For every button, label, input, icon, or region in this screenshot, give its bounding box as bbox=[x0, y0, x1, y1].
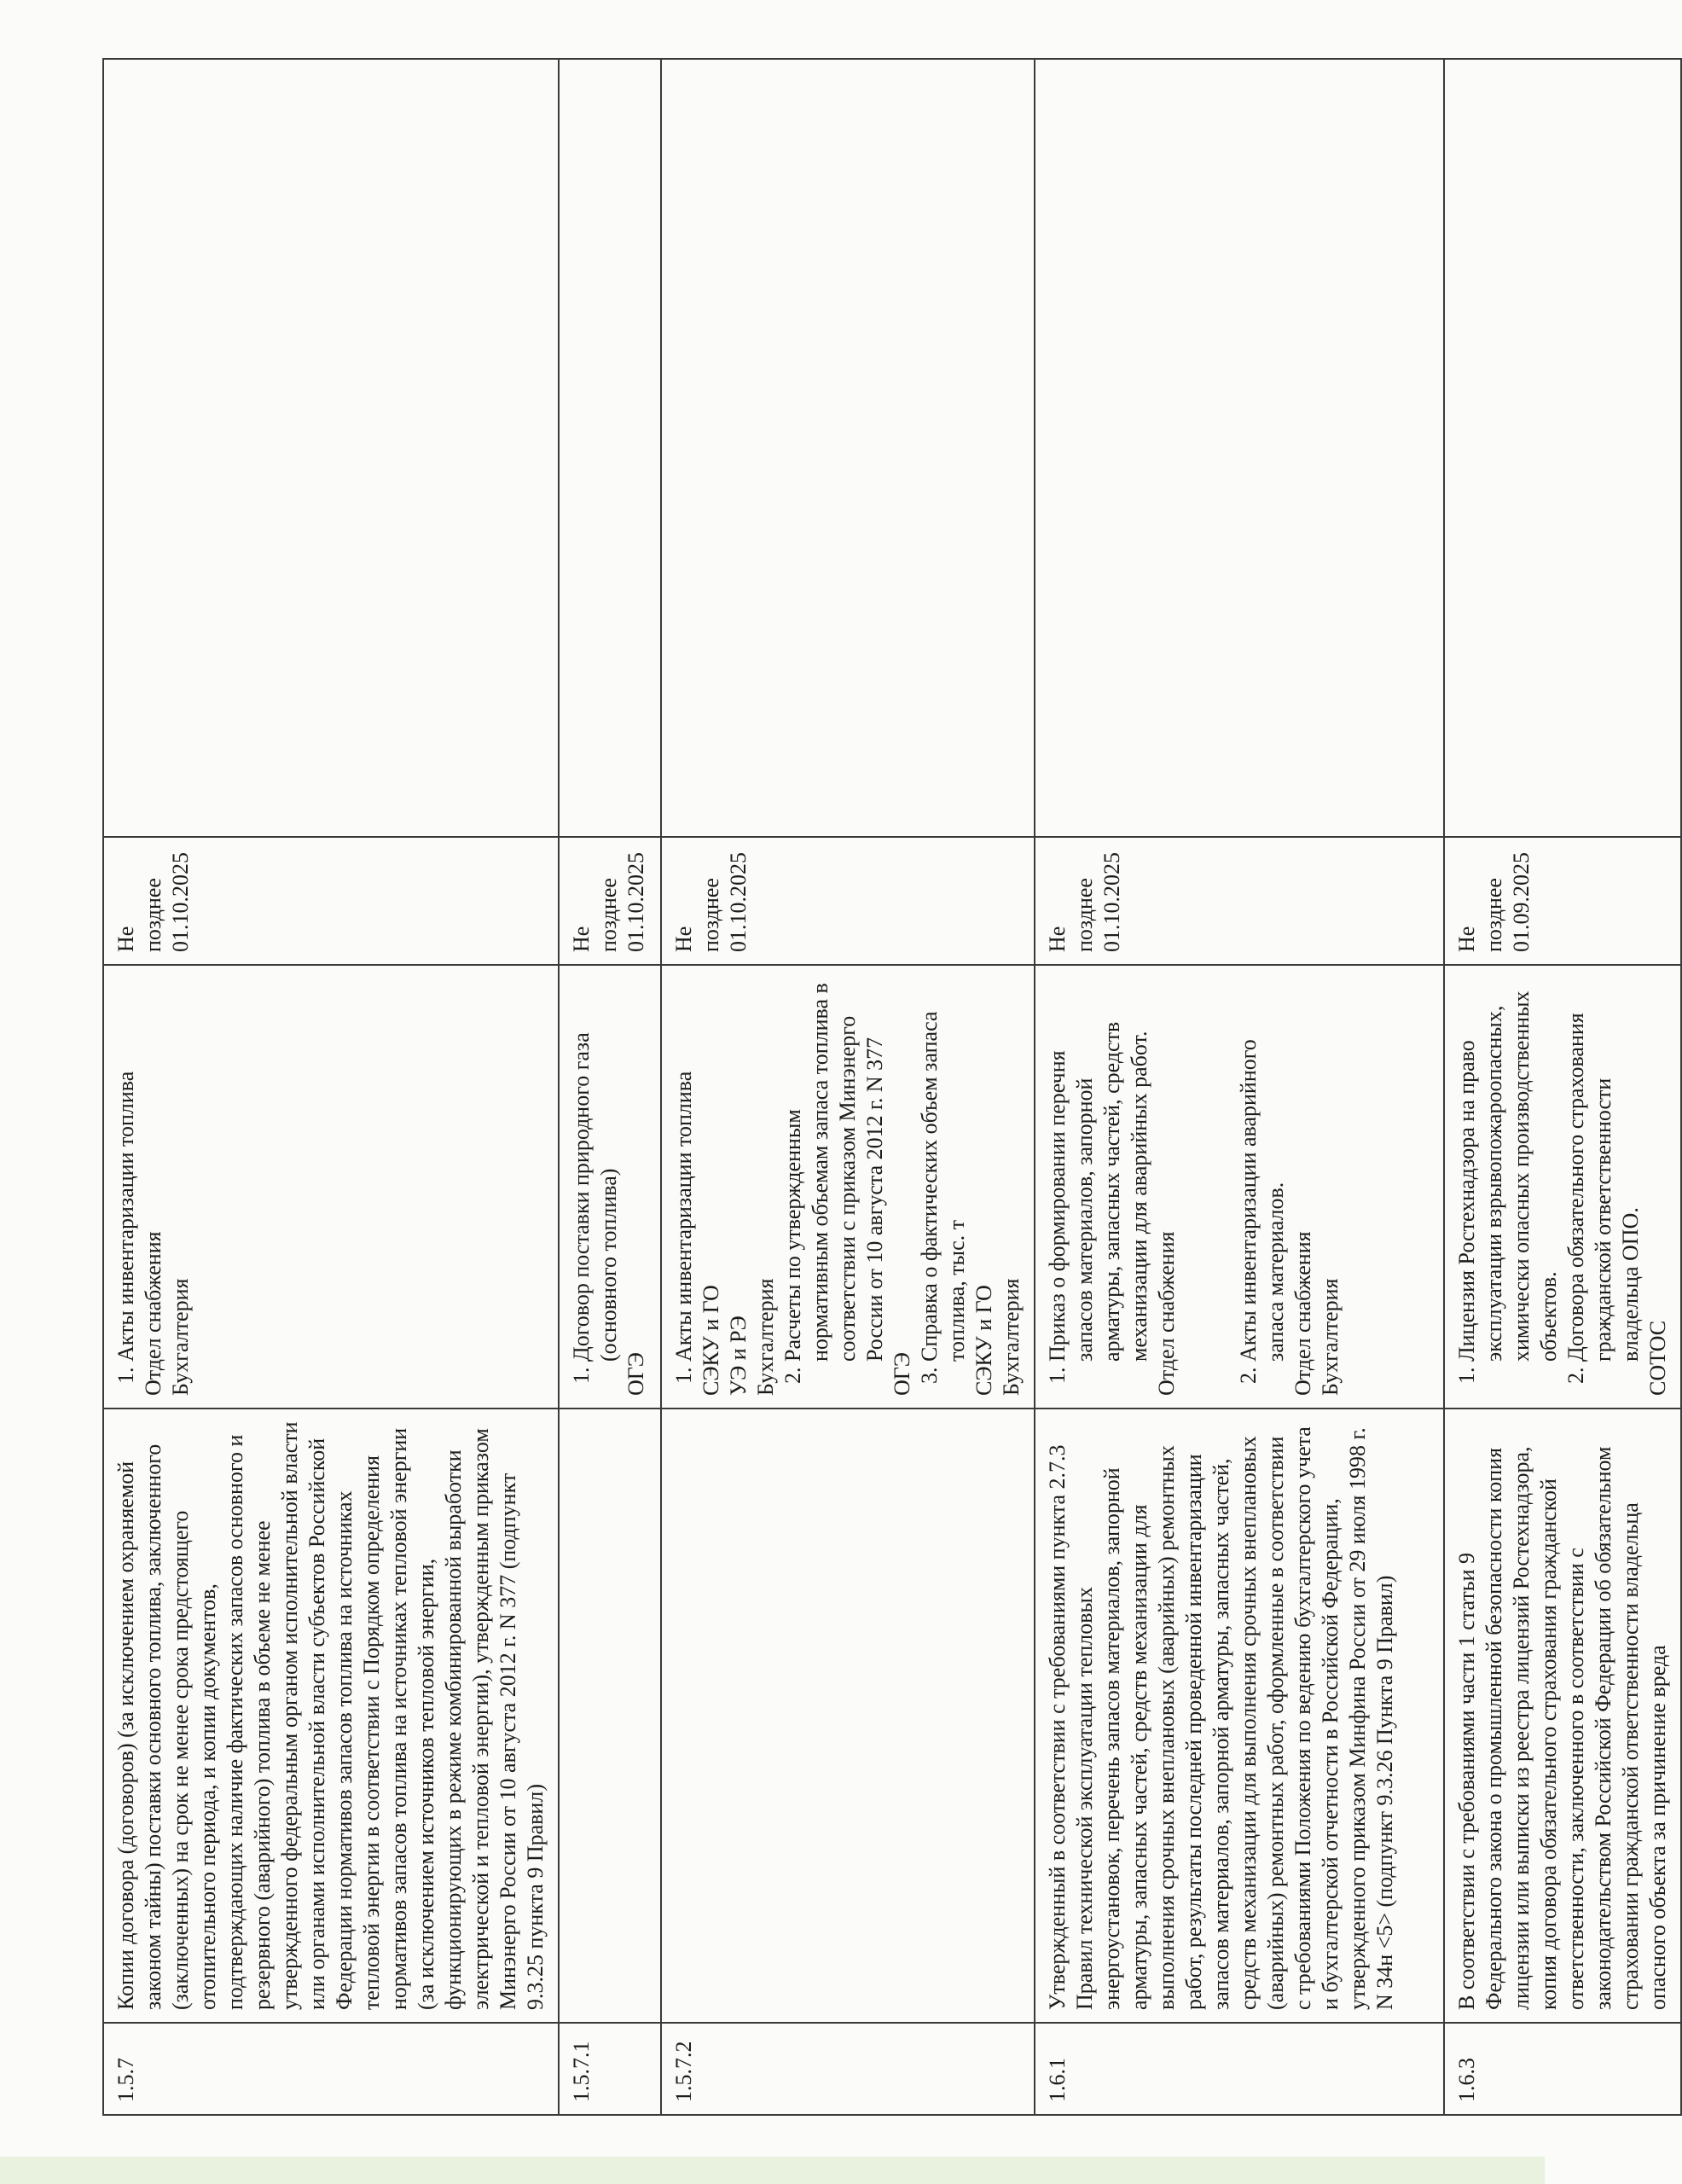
empty-cell bbox=[559, 59, 661, 837]
deadline: Не позднее 01.09.2025 bbox=[1444, 837, 1681, 965]
responsible-unit: Отдел снабжения bbox=[1154, 1231, 1179, 1396]
row-number: 1.5.7.1 bbox=[559, 2023, 661, 2115]
requirement-text bbox=[559, 1409, 661, 2023]
responsible-unit: Бухгалтерия bbox=[168, 1278, 193, 1396]
documents-cell bbox=[1444, 965, 1681, 1409]
empty-cell bbox=[1035, 59, 1444, 837]
responsible-unit: СЭКУ и ГО bbox=[972, 1285, 996, 1396]
document-item: 1. Приказ о формировании перечня запасов материалов, запорной арматуры, запасных частей, средств механизации для аварийных работ. bbox=[1044, 978, 1153, 1362]
table-row bbox=[1444, 59, 1681, 2115]
responsible-unit: Бухгалтерия bbox=[753, 1278, 778, 1396]
row-number: 1.5.7 bbox=[103, 2023, 559, 2115]
documents-cell bbox=[661, 965, 1035, 1409]
empty-cell bbox=[661, 59, 1035, 837]
document-item: 3. Справка о фактических объем запаса топлива, тыс. т bbox=[916, 978, 971, 1362]
documents-cell bbox=[559, 965, 661, 1409]
row-number: 1.5.7.2 bbox=[661, 2023, 1035, 2115]
document-item: 2. Расчеты по утвержденным нормативным объемам запаса топлива в соответствии с приказом Минэнерго России от 10 августа 2012 г. N 377 bbox=[780, 978, 889, 1362]
deadline: Не позднее 01.10.2025 bbox=[1035, 837, 1444, 965]
deadline: Не позднее 01.10.2025 bbox=[103, 837, 559, 965]
deadline: Не позднее 01.10.2025 bbox=[661, 837, 1035, 965]
table-row bbox=[661, 59, 1035, 2115]
responsible-unit: СЭКУ и ГО bbox=[699, 1285, 723, 1396]
responsible-unit: Отдел снабжения bbox=[1290, 1231, 1315, 1396]
document-item: 1. Акты инвентаризации топлива bbox=[113, 978, 140, 1362]
responsible-unit: ОГЭ bbox=[890, 1352, 914, 1396]
responsible-unit: Бухгалтерия bbox=[1318, 1278, 1343, 1396]
scan-edge bbox=[0, 2157, 1545, 2184]
requirement-text: Утвержденный в соответствии с требованиями пункта 2.7.3 Правил технической эксплуатации тепловых энергоустановок, перечень запасов материалов, запорной арматуры, запасных частей, средств механизации для выполнения срочных внеплановых (аварийных) ремонтных работ, результаты последней проведенной инвентаризации запасов материалов, запорной арматуры, запасных частей, средств механизации для выполнения срочных внеплановых (аварийных) ремонтных работ, оформленные в соответствии с требованиями Положения по ведению бухгалтерского учета и бухгалтерской отчетности в Российской Федерации, утвержденного приказом Минфина России от 29 июля 1998 г. N 34н <5> (подпункт 9.3.26 Пункта 9 Правил) bbox=[1035, 1409, 1444, 2023]
deadline: Не позднее 01.10.2025 bbox=[559, 837, 661, 965]
empty-cell bbox=[1444, 59, 1681, 837]
rotated-table-wrapper bbox=[102, 60, 1670, 2116]
document-item: 1. Лицензия Ростехнадзора на право эксплуатации взрывопожароопасных, химически опасных производственных объектов. bbox=[1453, 978, 1563, 1362]
row-number: 1.6.1 bbox=[1035, 2023, 1444, 2115]
requirement-text: В соответствии с требованиями части 1 статьи 9 Федерального закона о промышленной безопасности копия лицензии или выписки из реестра лицензий Ростехнадзора, копия договора обязательного страхования гражданской ответственности, заключенного в соответствии с законодательством Российской Федерации об обязательном страховании гражданской ответственности владельца опасного объекта за причинение вреда bbox=[1444, 1409, 1681, 2023]
responsible-unit: Отдел снабжения bbox=[141, 1231, 165, 1396]
document-item: 1. Договор поставки природного газа (основного топлива) bbox=[568, 978, 623, 1362]
responsible-unit: УЭ и РЭ bbox=[726, 1316, 751, 1396]
document-item: 1. Акты инвентаризации топлива bbox=[670, 978, 698, 1362]
table-row bbox=[559, 59, 661, 2115]
document-item: 2. Договора обязательного страхования гражданской ответственности владельца ОПО. bbox=[1563, 978, 1644, 1362]
documents-cell bbox=[1035, 965, 1444, 1409]
document-item: 2. Акты инвентаризации аварийного запаса материалов. bbox=[1235, 978, 1290, 1362]
documents-cell bbox=[103, 965, 559, 1409]
table-row bbox=[103, 59, 559, 2115]
table-row bbox=[1035, 59, 1444, 2115]
responsible-unit: Бухгалтерия bbox=[999, 1278, 1024, 1396]
responsible-unit: ОГЭ bbox=[624, 1352, 648, 1396]
requirement-text: Копии договора (договоров) (за исключением охраняемой законом тайны) поставки основного топлива, заключенного (заключенных) на срок не менее срока предстоящего отопительного периода, и копии документов, подтверждающих наличие фактических запасов основного и резервного (аварийного) топлива в объеме не менее утвержденного федеральным органом исполнительной власти или органами исполнительной власти субъектов Российской Федерации нормативов запасов топлива на источниках тепловой энергии в соответствии с Порядком определения нормативов запасов топлива на источниках тепловой энергии (за исключением источников тепловой энергии, функционирующих в режиме комбинированной выработки электрической и тепловой энергии), утвержденным приказом Минэнерго России от 10 августа 2012 г. N 377 (подпункт 9.3.25 пункта 9 Правил) bbox=[103, 1409, 559, 2023]
responsible-unit: СОТОС bbox=[1645, 1320, 1670, 1396]
requirement-text bbox=[661, 1409, 1035, 2023]
empty-cell bbox=[103, 59, 559, 837]
row-number: 1.6.3 bbox=[1444, 2023, 1681, 2115]
requirements-table bbox=[102, 58, 1682, 2116]
